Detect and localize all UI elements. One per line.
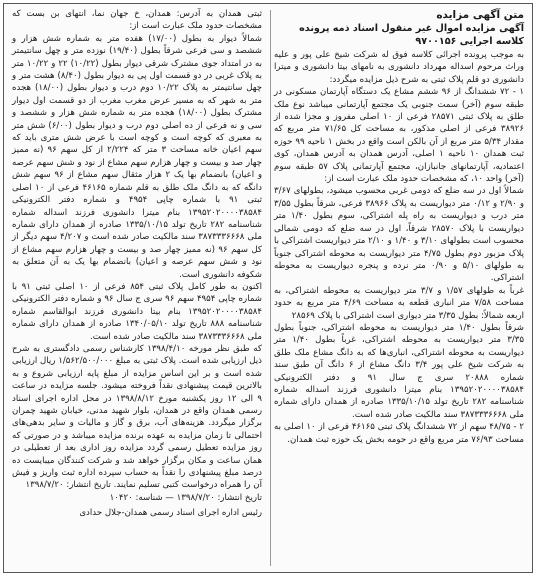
notice-title: متن آگهی مزایده	[436, 9, 524, 21]
notice-paragraph: تاریخ انتشار: ۱۳۹۸/۷/۲۰ — شناسه: ۱۰۴۲۰	[109, 492, 262, 503]
notice-right-column	[270, 8, 528, 568]
notice-subtitle: آگهی مزایده اموال غیر منقول اسناد ذمه پرونده کلاسه اجرایی ۹۷۰۰۱۵۶	[299, 23, 524, 47]
notice-paragraph: غرباً به طولهای ۱/۵۷ و ۳/۷ متر دیواریست به محوطه اشتراکی، به مساحت ۷/۵۸ متر انباری قطعه به مساحت ۴/۶۹ متر مربع به حدود اربعه شمالاً: بطول ۳/۳۵ متر دیواری است اشتراکی با پلاک ۲۸۵۶۹	[274, 285, 524, 321]
notice-left-column	[8, 8, 266, 568]
auction-notice-page	[3, 3, 533, 573]
notice-paragraph: ۱ - ۷۲ ششدانگ از ۹۶ ششم مشاع یک دستگاه آپارتمان مسکونی در طبقه سوم (آخر) سمت جنوبی یک مجتمع آپارتمانی میباشد نوع ملک طلق به پلاک ثبتی ۲۸۵۷۱ فرعی از ۱۰ اصلی مفروز و مجزا شده از ۳۸۹۲۶ فرعی از اصلی مذکور، به مساحت کل ۷۱/۶۵ متر مربع که مقدار ۵/۳۴ متر مربع از آن بالکن است واقع در بخش ۱ ناحیه ۹۹ حوزه ثبت همدان ۱۰ ناحیه ۱ اصلی، آدرس همدان به آدرس همدان، کوی اعتمادیه، آپارتمانهای جانبازان، مجتمع آپارتمانی پلاک ۵۷ طبقه سوم (آخر) واحد ۱۰، که مشخصات حدود ملک عبارت است از:	[274, 87, 525, 185]
notice-paragraph: ۲ - ۴۸/۷۵ سهم از ۷۲ ششدانگ پلاک ثبتی ۴۶۱۶۵ فرعی از ۱۰ اصلی به مساحت ۷۶/۹۳ متر مربع واقع در حومه بخش یک حوزه ثبت همدان.	[274, 422, 524, 445]
notice-paragraph: به موجب پرونده اجرائی کلاسه فوق له شرکت شیخ علی پور و علیه وراث مرحوم اسداله مهرداد دانشوری به نامهای بیتا دانشوری و میترا دانشوری دو قلم پلاک ثبتی به شرح ذیل مزایده میگردد:	[274, 50, 524, 85]
notice-signature: رئیس اداره اجرای اسناد رسمی همدان-جلال حدادی	[79, 508, 262, 519]
notice-paragraph: ثبتی همدان به آدرس: همدان، خ جهان نما، انتهای بن بست که مشخصات حدود ملک عبارت است از:	[12, 9, 262, 32]
notice-paragraph: شمالاً دیوار به بطول (۱۷/۰۰) هفده متر به شماره شش هزار و ششصد و سی فرعی شرقاً بطول (۱۹/۴۰) نوزده متر و چهل سانتیمتر به در امتداد جوی مشترک شرقی دیوار بطول (۱۰/۲۲) ۲۲ و ۱۰/۲۲ متر به پلاک غربی در دو قسمت اول پی به دیوار بطول (۸/۴۰) هشت متر و چهل سانتیمتر به پلاک ۱۰/۲۲ دوم درب و دیوار بطول (۱۸/۰۰) هجده متر به شهر که به مسیر عرض مغرب مغرب از دو قسمت اول دیوار مشترک بطول (۱۸/۰۰) هجده متر به شماره شش هزار و ششصد و سی و نه فرعی از ده اصلی دوم درب و دیوار بطول (۶/۰۰) شش متر به معبری که کوچه است و کوچه است با عرض شش متری باید که سهم اعیان خانه مساحت ۳ متر که ۲/۲۲۴ از کل سهم ۹۶ (نه ممیز چهار صد و بیست و چهار هزارم سهم مشاع از نود و شش سهم عرصه و اعیان) بانضمام بها یک ۲ هزار مثقال سهم مشاع از ۹۶ سهم شش دانگه که به دانگ ملک طلق به قلم شماره ۴۶۱۶۵ فرعی از ۱۰ اصلی ثبتی ۹۱ با شماره چاپی ۴۹۵۴ و شماره دفتر الکترونیکی ۱۳۹۵۲۰۲۰۰۰۰۳۸۵۸۴ بنام میترا دانشوری فرزند اسداله شماره شناسنامه ۲۸۲ تاریخ تولد ۱۳۳۵/۱۰/۱۵ صادره از همدان دارای شماره ملی ۳۸۷۳۳۳۶۶۶۸ سند مالکیت صادر شده است و ۴/۲۰۷ سهم دیگر از کل سهم ۹۶ (نه ممیز چهار صد و بیست و چهار هزارم سهم مشاع از نود و شش سهم عرصه و اعیان) بانضمام بها یک به آن متعلق به شکوفه دانشوری است.	[12, 33, 263, 280]
notice-paragraph: شرقاً بطول ۱/۴۰ متر دیواریست به محوطه اشتراکی، جنوباً بطول ۳/۳۵ متر دیواریست به محوطه اشتراکی، غرباً بطول ۱/۴۰ متر دیواریست به محوطه اشتراکی، انباری‌ها که به دانگ مشاع ملک طلق به شرکت شیخ علی پور ۳/۴ دانگ مشاع از ۶ دانگ آن طبق سند شماره ۲۰۸۸۸ سری ج سال ۹۱ و دفتر الکترونیکی ۱۳۹۵۲۰۲۰۰۰۰۳۸۵۸۴ بنام میترا دانشوری فرزند اسداله شماره شناسنامه ۲۸۲ تاریخ تولد ۱۳۳۵/۱۰/۱۵ صادره از همدان دارای شماره ملی ۳۸۷۳۳۳۶۶۶۸ سند مالکیت صادر شده است.	[274, 322, 525, 420]
notice-paragraph: شمالاً اول در سه ضلع که دومی غربی محسوب میشود، بطولهای ۳/۶۷ و ۲/۹۰ و ۰/۱۲ متر دیواریست به پلاک ۳۸۹۶۶ فرعی، شرقاً بطول ۳/۵۵ متر درب و دیواریست به راه پله اشتراکی، سوم بطول ۱/۴۰ متر دیواریست با پلاک ۲۸۵۷۰ شرقاً، اول در سه ضلع که دومی شمالی محسوب است بطولهای ۳/۱۰ و ۱/۴۰ و ۲/۱۰ متر دیواریست اشتراکی با پلاک مزبور دوم بطول ۴/۷۵ متر دیواریست به محوطه اشتراکی جنوباً به طولهای ۵/۱۰ و ۰/۹۰ متر نرده و پنجره دیواریست به محوطه اشتراکی.	[273, 186, 525, 284]
notice-paragraph: اکنون به طور کامل پلاک ثبتی ۸۵۴ فرعی از ۱۰ اصلی ثبتی ۹۱ با شماره چاپی ۴۹۵۴ سهم ۹۶ سری ج سال ۹۶ و شماره دفتر الکترونیکی ۱۳۹۵۲۰۲۰۰۰۰۳۸۵۸۴ بنام بیتا دانشوری فرزند ابوالقاسم شماره شناسنامه ۸۸۸ تاریخ تولد ۱۳۴۰/۰۵/۱۰ صادره از همدان دارای شماره ملی ۳۸۷۳۳۳۶۶۶۸ سند مالکیت صادر شده است.	[12, 281, 262, 342]
notice-paragraph: که طبق نظر مورخه ۱۳۹۸/۴/۱۰ کارشناس رسمی دادگستری به شرح ذیل ارزیابی شده است. پلاک ثبتی به مبلغ ۱/۵۶۲/۵۰۰/۰۰۰ ریال ارزیابی شده است و بر این اساس مزایده از مبلغ پایه ارزیابی شروع و به بالاترین قیمت پیشنهادی نقداً فروخته میشود. جلسه مزایده در ساعت ۹ الی ۱۲ روز یکشنبه مورخ ۱۳۹۸/۸/۱۲ در محل اداره اجرای اسناد رسمی همدان واقع در همدان، بلوار شهید مدنی، خیابان شهید چمران برگزار میگردد. هزینه‌های آب، برق و گاز و مالیات و سایر بدهی‌های احتمالی تا زمان مزایده به عهده برنده مزایده میباشد و در صورتی که روز مزایده تعطیل رسمی گردد مزایده روز اداری بعد از تعطیلی در همان ساعت و مکان برگزار خواهد شد و شرکت کنندگان میبایست ده درصد مبلغ پیشنهادی را نقداً به حساب سپرده اداره ثبت واریز و فیش آن را همراه درخواست کتبی تسلیم نمایند. تاریخ انتشار: ۱۳۹۸/۷/۲۰	[12, 343, 263, 491]
column-divider	[270, 10, 271, 566]
